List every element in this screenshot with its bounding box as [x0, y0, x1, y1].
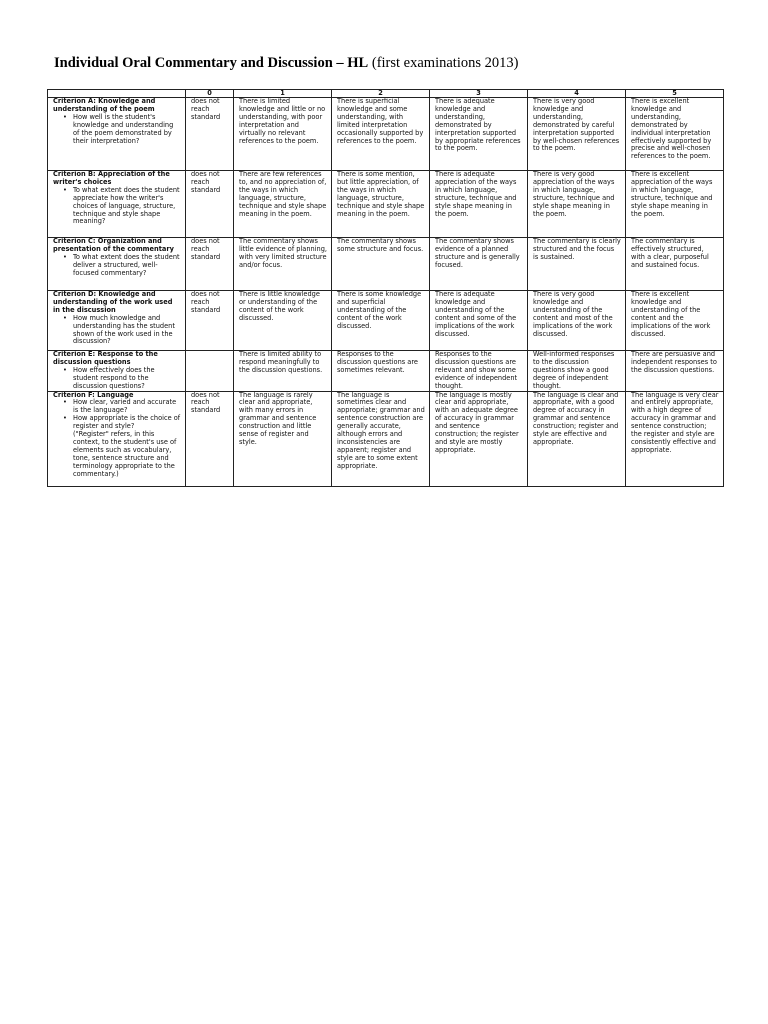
criterion-questions: [53, 254, 181, 278]
criterion-question: • How well is the student's knowledge and understanding of the poem demonstrated by their interpretation?: [63, 114, 181, 146]
band-cell-5: There are persuasive and independent responses to the discussion questions.: [626, 351, 724, 392]
criterion-note: ("Register" refers, in this context, to the student's use of elements such as vocabulary, tone, sentence structure and terminology appropriate to the commentary.): [73, 430, 177, 478]
band-cell-5: The commentary is effectively structured, with a clear, purposeful and sustained focus.: [626, 238, 724, 291]
header-cell-5: 5: [626, 90, 724, 98]
criterion-questions: [53, 315, 181, 347]
header-cell-2: 2: [332, 90, 430, 98]
band-cell-5: There is excellent knowledge and understanding, demonstrated by individual interpretation effectively supported by precise and well-chosen references to the poem.: [626, 98, 724, 171]
document-title: [54, 55, 518, 72]
band-cell-0: does not reach standard: [186, 171, 234, 238]
band-cell-0: does not reach standard: [186, 238, 234, 291]
band-cell-4: There is very good appreciation of the ways in which language, structure, technique and style shape meaning in the poem.: [528, 171, 626, 238]
band-cell-4: Well-informed responses to the discussion questions show a good degree of independent thought.: [528, 351, 626, 392]
criterion-question: • To what extent does the student deliver a structured, well-focused commentary?: [63, 254, 181, 278]
band-cell-4: The language is clear and appropriate, with a good degree of accuracy in grammar and sentence construction; register and style are effective and appropriate.: [528, 391, 626, 486]
band-cell-0: does not reach standard: [186, 391, 234, 486]
criterion-question: • How appropriate is the choice of register and style?: [63, 415, 181, 431]
criterion-title: Criterion D: Knowledge and understanding of the work used in the discussion: [53, 290, 173, 314]
criterion-questions: [53, 367, 181, 391]
criterion-title: Criterion F: Language: [53, 391, 134, 399]
header-cell-1: 1: [234, 90, 332, 98]
band-cell-5: The language is very clear and entirely appropriate, with a high degree of accuracy in grammar and sentence construction; the register and style are consistently effective and appropriate.: [626, 391, 724, 486]
band-cell-5: There is excellent appreciation of the ways in which language, structure, technique and style shape meaning in the poem.: [626, 171, 724, 238]
table-row: [48, 291, 724, 351]
band-cell-2: There is some mention, but little appreciation, of the ways in which language, structure, technique and style shape meaning in the poem.: [332, 171, 430, 238]
band-cell-1: The commentary shows little evidence of planning, with very limited structure and/or focus.: [234, 238, 332, 291]
criterion-title: Criterion E: Response to the discussion questions: [53, 350, 158, 366]
criterion-cell: [48, 171, 186, 238]
criterion-question: • To what extent does the student appreciate how the writer's choices of language, structure, technique and style shape meaning?: [63, 187, 181, 227]
band-cell-1: The language is rarely clear and appropriate, with many errors in grammar and sentence construction and little sense of register and style.: [234, 391, 332, 486]
table-row: [48, 98, 724, 171]
criterion-question: • How effectively does the student respond to the discussion questions?: [63, 367, 181, 391]
title-subtitle: (first examinations 2013): [368, 55, 519, 71]
band-cell-3: There is adequate knowledge and understanding of the content and some of the implications of the work discussed.: [430, 291, 528, 351]
band-cell-1: There is limited knowledge and little or no understanding, with poor interpretation and virtually no relevant references to the poem.: [234, 98, 332, 171]
band-cell-1: There is little knowledge or understanding of the content of the work discussed.: [234, 291, 332, 351]
band-cell-4: There is very good knowledge and understanding, demonstrated by careful interpretation supported by well-chosen references to the poem.: [528, 98, 626, 171]
band-cell-2: There is some knowledge and superficial understanding of the content of the work discussed.: [332, 291, 430, 351]
band-cell-0: [186, 351, 234, 392]
table-row: [48, 391, 724, 486]
band-cell-1: There are few references to, and no appreciation of, the ways in which language, structure, technique and style shape meaning in the poem.: [234, 171, 332, 238]
criterion-cell: [48, 351, 186, 392]
band-cell-1: There is limited ability to respond meaningfully to the discussion questions.: [234, 351, 332, 392]
criterion-question: • How much knowledge and understanding has the student shown of the work used in the discussion?: [63, 315, 181, 347]
band-cell-2: The commentary shows some structure and focus.: [332, 238, 430, 291]
criterion-title: Criterion C: Organization and presentation of the commentary: [53, 237, 174, 253]
band-cell-3: Responses to the discussion questions are relevant and show some evidence of independent thought.: [430, 351, 528, 392]
band-cell-2: The language is sometimes clear and appropriate; grammar and sentence construction are generally accurate, although errors and inconsistencies are apparent; register and style are to some extent appropriate.: [332, 391, 430, 486]
band-cell-5: There is excellent knowledge and understanding of the content and the implications of the work discussed.: [626, 291, 724, 351]
header-cell-4: 4: [528, 90, 626, 98]
band-cell-4: There is very good knowledge and understanding of the content and most of the implications of the work discussed.: [528, 291, 626, 351]
band-cell-3: There is adequate knowledge and understanding, demonstrated by interpretation supported by appropriate references to the poem.: [430, 98, 528, 171]
band-cell-4: The commentary is clearly structured and the focus is sustained.: [528, 238, 626, 291]
title-main: Individual Oral Commentary and Discussion – HL: [54, 55, 369, 71]
rubric-table: [47, 89, 724, 487]
band-cell-3: The language is mostly clear and appropriate, with an adequate degree of accuracy in grammar and sentence construction; the register and style are mostly appropriate.: [430, 391, 528, 486]
band-cell-2: Responses to the discussion questions are sometimes relevant.: [332, 351, 430, 392]
band-cell-0: does not reach standard: [186, 98, 234, 171]
table-row: [48, 238, 724, 291]
band-cell-3: The commentary shows evidence of a planned structure and is generally focused.: [430, 238, 528, 291]
rubric-body: [48, 98, 724, 487]
criterion-title: Criterion B: Appreciation of the writer's choices: [53, 170, 170, 186]
criterion-title: Criterion A: Knowledge and understanding of the poem: [53, 97, 156, 113]
header-row: [48, 90, 724, 98]
header-cell-0: 0: [186, 90, 234, 98]
criterion-cell: [48, 291, 186, 351]
criterion-cell: [48, 238, 186, 291]
criterion-question: • How clear, varied and accurate is the language?: [63, 399, 181, 415]
criterion-cell: [48, 391, 186, 486]
criterion-cell: [48, 98, 186, 171]
table-row: [48, 171, 724, 238]
criterion-questions: [53, 187, 181, 227]
band-cell-2: There is superficial knowledge and some understanding, with limited interpretation occasionally supported by references to the poem.: [332, 98, 430, 171]
table-row: [48, 351, 724, 392]
criterion-questions: [53, 114, 181, 146]
criterion-questions: [53, 399, 181, 431]
header-cell-3: 3: [430, 90, 528, 98]
header-cell-criterion: [48, 90, 186, 98]
band-cell-0: does not reach standard: [186, 291, 234, 351]
band-cell-3: There is adequate appreciation of the ways in which language, structure, technique and style shape meaning in the poem.: [430, 171, 528, 238]
